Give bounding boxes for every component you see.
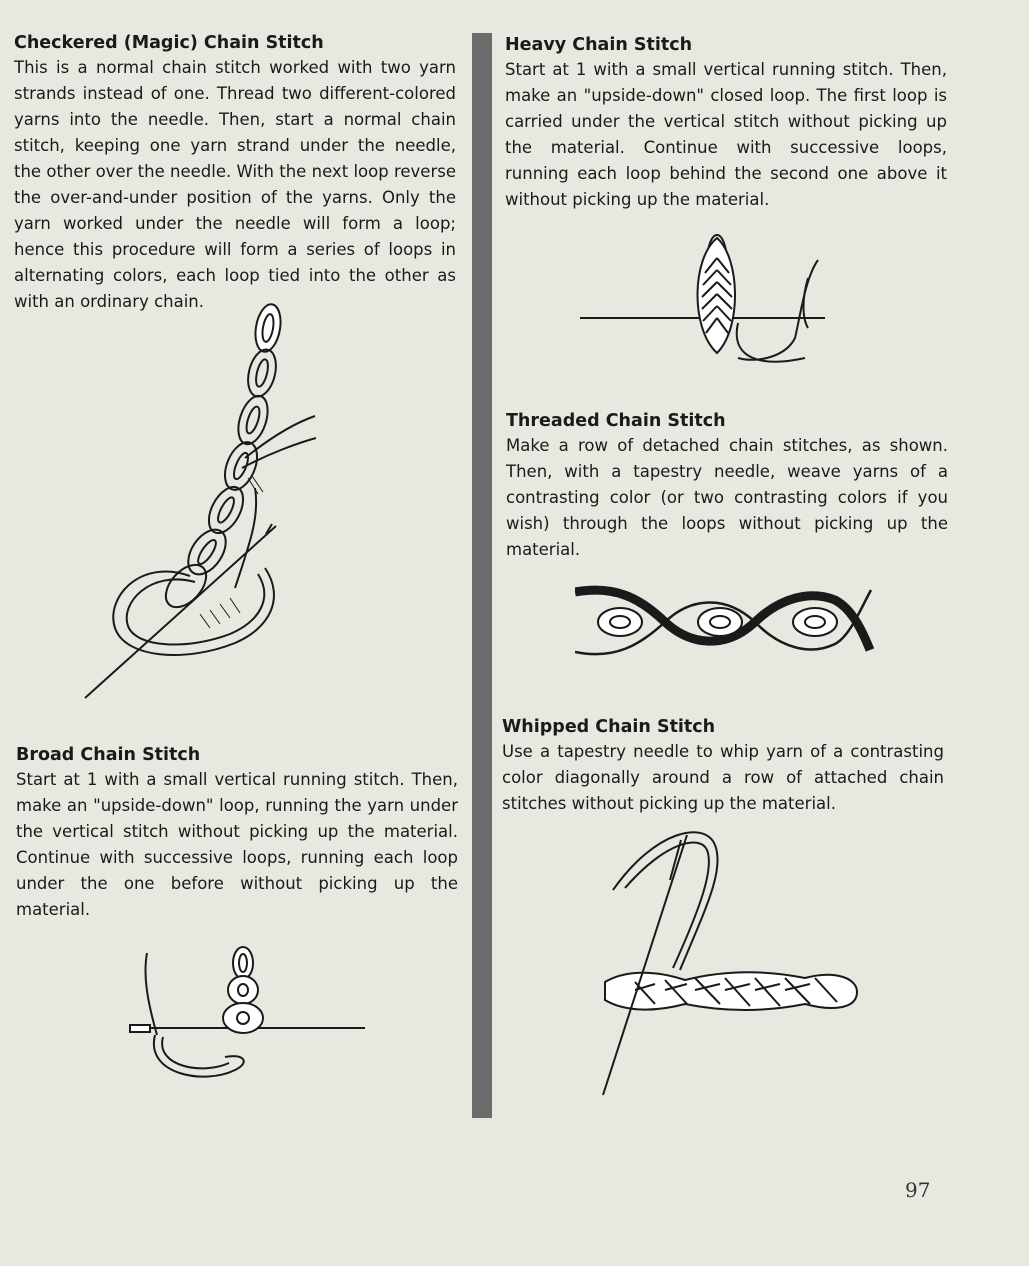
section-broad-chain-stitch xyxy=(16,743,458,923)
section-heavy-chain-stitch xyxy=(505,33,947,213)
broad-chain-illustration xyxy=(125,945,370,1085)
column-divider xyxy=(472,33,492,1118)
page-number: 97 xyxy=(905,1178,931,1202)
section-heading: Checkered (Magic) Chain Stitch xyxy=(14,33,324,53)
section-threaded-chain-stitch xyxy=(506,409,948,563)
section-whipped-chain-stitch xyxy=(502,715,944,817)
whipped-chain-illustration xyxy=(595,820,875,1100)
section-body: Start at 1 with a small vertical running stitch. Then, make an "upside-down" closed loop. The first loop is carried under the vertical stitch without picking up the material. Continue with successive loops, running each loop behind the second one above it without picking up the material. xyxy=(505,60,947,209)
heavy-chain-illustration xyxy=(580,218,830,378)
checkered-chain-illustration xyxy=(70,298,330,703)
section-body: Use a tapestry needle to whip yarn of a contrasting color diagonally around a row of attached chain stitches without picking up the material. xyxy=(502,742,944,813)
section-heading: Threaded Chain Stitch xyxy=(506,411,726,431)
section-checkered-chain-stitch xyxy=(14,31,456,315)
section-body: Start at 1 with a small vertical running stitch. Then, make an "upside-down" loop, running the yarn under the vertical stitch without picking up the material. Continue with successive loops, running each loop under the one before without picking up the material. xyxy=(16,770,458,919)
section-heading: Broad Chain Stitch xyxy=(16,745,201,765)
section-body: Make a row of detached chain stitches, as shown. Then, with a tapestry needle, weave yarns of a contrasting color (or two contrasting colors if you wish) through the loops without picking up the material. xyxy=(506,436,948,559)
threaded-chain-illustration xyxy=(575,580,875,665)
section-heading: Heavy Chain Stitch xyxy=(505,35,693,55)
section-heading: Whipped Chain Stitch xyxy=(502,717,716,737)
section-body: This is a normal chain stitch worked with two yarn strands instead of one. Thread two different-colored yarns into the needle. Then, start a normal chain stitch, keeping one yarn strand under the needle, the other over the needle. With the next loop reverse the over-and-under position of the yarns. Only the yarn worked under the needle will form a loop; hence this procedure will form a series of loops in alternating colors, each loop tied into the other as with an ordinary chain. xyxy=(14,58,456,311)
